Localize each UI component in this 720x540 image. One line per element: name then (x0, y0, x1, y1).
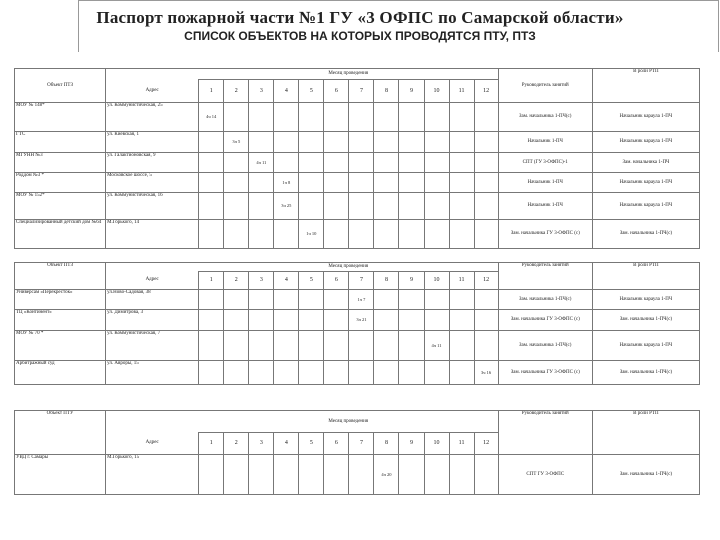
month-10: 10 (424, 80, 449, 103)
col-object-header: Объект ПТЗ (15, 263, 106, 290)
col-leader-header: Руководитель занятий (498, 263, 592, 290)
table-row (15, 290, 700, 310)
month-9: 9 (399, 80, 424, 103)
row-address: ул. Галактионовская, 9 (106, 153, 199, 173)
row-rtp: Начальник караула 1-ПЧ (592, 103, 699, 132)
row-leader: Начальник 1-ПЧ (498, 193, 592, 220)
month-2: 2 (224, 80, 249, 103)
row-mark: 1ч 10 (299, 220, 324, 249)
month-8: 8 (374, 433, 399, 455)
row-rtp: Начальник караула 1-ПЧ (592, 290, 699, 310)
table-row (15, 361, 700, 385)
month-1: 1 (199, 272, 224, 290)
section2-table (14, 262, 700, 385)
col-month-header: Месяц проведения (199, 69, 498, 80)
row-object: УВД г. Самары (15, 455, 106, 495)
table-row (15, 220, 700, 249)
row-address: ул. Авроры, 15 (106, 361, 199, 385)
month-4: 4 (274, 433, 299, 455)
month-12: 12 (474, 433, 498, 455)
month-3: 3 (249, 433, 274, 455)
row-object: МГУНН №3 (15, 153, 106, 173)
month-12: 12 (474, 80, 498, 103)
section1-table (14, 68, 700, 249)
row-address: М.Горького, 15 (106, 455, 199, 495)
col-leader-header: Руководитель занятий (498, 411, 592, 455)
row-mark: 3ч 21 (349, 310, 374, 331)
month-6: 6 (324, 80, 349, 103)
month-1: 1 (199, 433, 224, 455)
row-rtp: Начальник караула 1-ПЧ (592, 193, 699, 220)
frame-top-line (78, 0, 718, 1)
month-3: 3 (249, 80, 274, 103)
month-8: 8 (374, 272, 399, 290)
row-mark: 3ч 16 (474, 361, 498, 385)
month-6: 6 (324, 272, 349, 290)
month-4: 4 (274, 272, 299, 290)
month-9: 9 (399, 272, 424, 290)
row-rtp: Начальник караула 1-ПЧ (592, 132, 699, 153)
row-mark: 3ч 5 (224, 132, 249, 153)
month-6: 6 (324, 433, 349, 455)
row-mark: 3ч 25 (274, 193, 299, 220)
row-address: Московское шоссе, 5 (106, 173, 199, 193)
col-leader-header: Руководитель занятий (498, 69, 592, 103)
col-address-header: Адрес (106, 80, 199, 103)
col-object-ptu-header: Объект ПТУ (15, 411, 106, 455)
month-11: 11 (449, 80, 474, 103)
row-rtp: Зам. начальника 1-ПЧ(с) (592, 220, 699, 249)
row-leader: Зам. начальника ГУ 3-ОФПС (с) (498, 310, 592, 331)
row-leader: Начальник 1-ПЧ (498, 132, 592, 153)
col-rtp-header: В роли РТП (592, 411, 699, 455)
month-7: 7 (349, 433, 374, 455)
row-mark: 4ч 11 (424, 331, 449, 361)
row-leader: Зам. начальника 1-ПЧ(с) (498, 103, 592, 132)
row-mark: 4ч 11 (249, 153, 274, 173)
table-row (15, 132, 700, 153)
table-row (15, 455, 700, 495)
table-row (15, 193, 700, 220)
month-2: 2 (224, 433, 249, 455)
row-rtp: Начальник караула 1-ПЧ (592, 331, 699, 361)
row-mark: 4ч 20 (374, 455, 399, 495)
row-address: ул. Коммунистическая, 16 (106, 193, 199, 220)
col-rtp-header: В роли РТП (592, 69, 699, 103)
col-object-header: Объект ПТЗ (15, 69, 106, 103)
row-leader: СПТ ГУ 3-ОФПС (498, 455, 592, 495)
row-address: ул. Коммунистическая, 7 (106, 331, 199, 361)
row-object: Специализированный детский дом №64 (15, 220, 106, 249)
table-row (15, 310, 700, 331)
col-month-header: Месяц проведения (199, 263, 498, 272)
row-rtp: Начальник караула 1-ПЧ (592, 173, 699, 193)
month-9: 9 (399, 433, 424, 455)
row-rtp: Зам. начальника 1-ПЧ(с) (592, 310, 699, 331)
page-title: Паспорт пожарной части №1 ГУ «3 ОФПС по Самарской области» (96, 8, 624, 27)
row-object: Универсам «Перекресток» (15, 290, 106, 310)
col-address-header: Адрес (106, 272, 199, 290)
month-5: 5 (299, 272, 324, 290)
row-address: ул. Коммунистическая, 25 (106, 103, 199, 132)
row-mark: 1ч 8 (274, 173, 299, 193)
row-mark: 4ч 14 (199, 103, 224, 132)
row-leader: Зам. начальника ГУ 3-ОФПС (с) (498, 361, 592, 385)
row-leader: Зам. начальника 1-ПЧ(с) (498, 290, 592, 310)
row-address: ул. Димитрова, 3 (106, 310, 199, 331)
month-5: 5 (299, 433, 324, 455)
col-rtp-header: В роли РТП (592, 263, 699, 290)
table-row (15, 331, 700, 361)
month-7: 7 (349, 272, 374, 290)
row-leader: СПТ (ГУ 3-ОФПС)-1 (498, 153, 592, 173)
month-11: 11 (449, 272, 474, 290)
col-address-header: Адрес (106, 433, 199, 455)
row-rtp: Зам. начальника 1-ПЧ(с) (592, 361, 699, 385)
page-subtitle: СПИСОК ОБЪЕКТОВ НА КОТОРЫХ ПРОВОДЯТСЯ ПТУ, ПТЗ (184, 29, 536, 43)
month-1: 1 (199, 80, 224, 103)
month-3: 3 (249, 272, 274, 290)
row-leader: Начальник 1-ПЧ (498, 173, 592, 193)
month-12: 12 (474, 272, 498, 290)
month-8: 8 (374, 80, 399, 103)
month-7: 7 (349, 80, 374, 103)
row-rtp: Зам. начальника 1-ПЧ (592, 153, 699, 173)
row-leader: Зам. начальника 1-ПЧ(с) (498, 331, 592, 361)
month-10: 10 (424, 272, 449, 290)
month-11: 11 (449, 433, 474, 455)
row-address: ул. Киевская, 1 (106, 132, 199, 153)
month-5: 5 (299, 80, 324, 103)
row-object: МОУ № 148* (15, 103, 106, 132)
col-month-header: Месяц проведения (199, 411, 498, 433)
section3-table (14, 410, 700, 495)
month-4: 4 (274, 80, 299, 103)
row-object: Роддом №3 * (15, 173, 106, 193)
row-mark: 1ч 7 (349, 290, 374, 310)
month-10: 10 (424, 433, 449, 455)
row-object: МОУ № 70 * (15, 331, 106, 361)
row-address: ул.Ново-Садовая, 38 (106, 290, 199, 310)
row-leader: Зам. начальника ГУ 3-ОФПС (с) (498, 220, 592, 249)
row-object: ТЦ «Континент» (15, 310, 106, 331)
table-row (15, 173, 700, 193)
row-object: Арбитражный суд (15, 361, 106, 385)
row-object: МОУ № 152* (15, 193, 106, 220)
table-row (15, 103, 700, 132)
row-object: ГТС (15, 132, 106, 153)
month-2: 2 (224, 272, 249, 290)
row-address: М.Горького, 14 (106, 220, 199, 249)
table-row (15, 153, 700, 173)
row-rtp: Зам. начальника 1-ПЧ(с) (592, 455, 699, 495)
